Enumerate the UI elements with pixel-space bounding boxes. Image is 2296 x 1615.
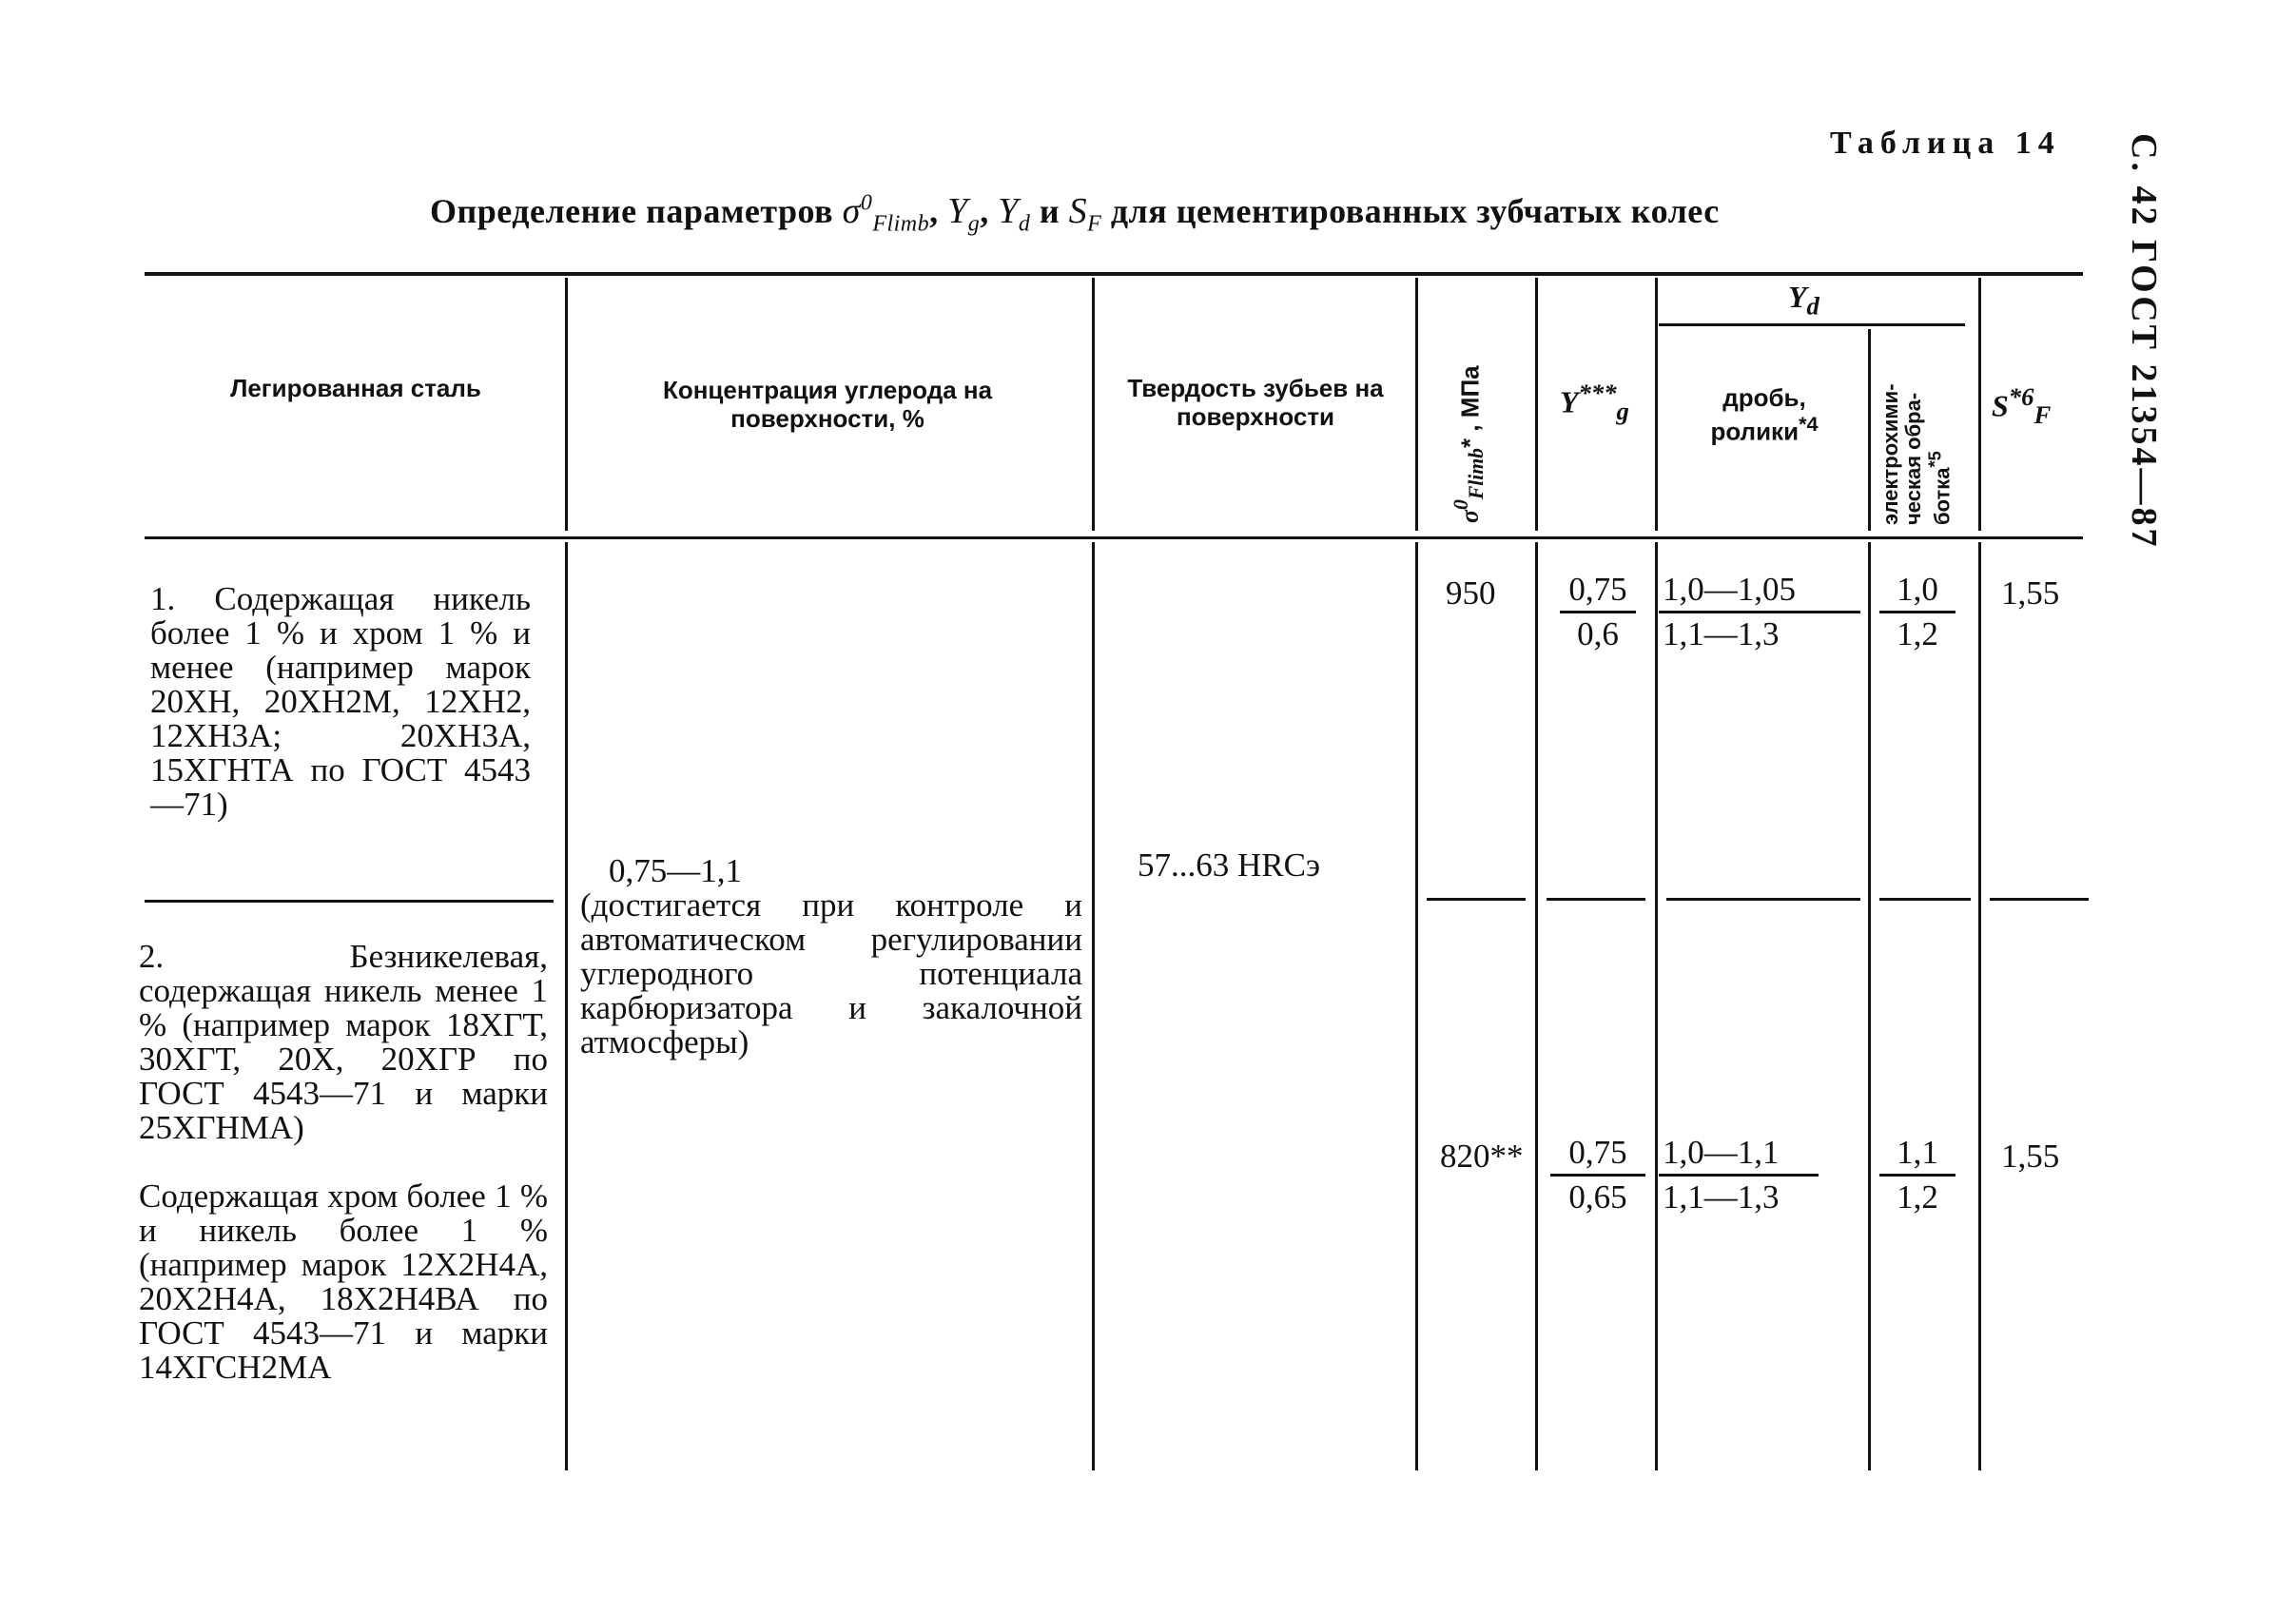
col-header-steel: Легированная сталь bbox=[230, 374, 481, 402]
col-header-yg: $Y^{***}_g$ bbox=[1560, 379, 1629, 426]
col-header-sf: $S^{*6}_F$ bbox=[1992, 382, 2052, 430]
col-header-hardness: Твердость зубьев на поверхности bbox=[1127, 374, 1384, 431]
col-rule-6-body bbox=[1868, 542, 1871, 1470]
row-separator-sigma bbox=[1427, 898, 1526, 901]
row2-electro: $\frac{1,1}{1,2}$ bbox=[1879, 1132, 1955, 1218]
col-rule-1-body bbox=[565, 542, 568, 1470]
title-suffix: для цементированных зубчатых колес bbox=[1110, 192, 1720, 230]
title-prefix: Определение параметров bbox=[430, 192, 834, 230]
yd-group-rule bbox=[1659, 323, 1965, 326]
title-sf: $S_F$ bbox=[1068, 191, 1102, 237]
col-header-yd: $Y_d$ bbox=[1788, 280, 1819, 321]
carbon-note: (достигается при контроле и автоматическом регулировании углеродного потенциала карбюризатора и закалочной атмосферы) bbox=[580, 886, 1082, 1060]
row1-shot: $\frac{1,0—1,05}{1,1—1,3}$ bbox=[1659, 569, 1860, 655]
row2-shot: $\frac{1,0—1,1}{1,1—1,3}$ bbox=[1659, 1132, 1819, 1218]
row1-steel: 1. Содержащая никель более 1 % и хром 1 % и менее (например марок 20ХН, 20ХН2М, 12ХН2, 12ХН3А; 20ХН3А, 15ХГНТА по ГОСТ 4543—71) bbox=[150, 580, 531, 823]
row1-sigma: 950 bbox=[1446, 574, 1496, 612]
row-separator-shot bbox=[1666, 898, 1860, 901]
row2-sigma: 820** bbox=[1440, 1138, 1524, 1175]
row-separator-electro bbox=[1879, 898, 1971, 901]
col-rule-4-body bbox=[1535, 542, 1538, 1470]
table-top-rule bbox=[145, 272, 2083, 276]
title-sigma: $\sigma^0_{Flimb}$ bbox=[842, 190, 930, 237]
col-rule-7-body bbox=[1978, 542, 1981, 1470]
header-bottom-rule bbox=[145, 536, 2083, 539]
row2-steel-b: Содержащая хром более 1 % и никель более 1 % (например марок 12Х2Н4А, 20Х2Н4А, 18Х2Н4ВА по ГОСТ 4543—71 и марки 14ХГСН2МА bbox=[139, 1177, 548, 1386]
col-header-sigma: $\sigma^0_{Flimb}*$ , МПа bbox=[1450, 365, 1488, 523]
col-rule-3-head bbox=[1415, 278, 1418, 531]
carbon-value: 0,75—1,1 bbox=[609, 852, 742, 889]
row1-electro: $\frac{1,0}{1,2}$ bbox=[1879, 569, 1955, 655]
row-separator-yg bbox=[1547, 898, 1645, 901]
row-separator-sf bbox=[1990, 898, 2089, 901]
row1-yg: $\frac{0,75}{0,6}$ bbox=[1560, 569, 1636, 655]
hardness-value: 57...63 HRCэ bbox=[1138, 846, 1320, 884]
col-header-carbon: Концентрация углерода на поверхности, % bbox=[662, 376, 993, 433]
col-header-shot: дробь, ролики$^{*4}$ bbox=[1710, 383, 1819, 446]
title-yg: $Y_g$ bbox=[947, 191, 981, 237]
col-rule-5-body bbox=[1655, 542, 1658, 1470]
col-rule-7-head bbox=[1978, 278, 1981, 531]
side-page-label: С. 42 ГОСТ 21354—87 bbox=[2124, 133, 2164, 550]
col-rule-5-head bbox=[1655, 278, 1658, 531]
row1-sf: 1,55 bbox=[2001, 574, 2060, 612]
row-separator-steel bbox=[145, 900, 554, 903]
table-label: Таблица 14 bbox=[1830, 126, 2061, 161]
col-header-electro: электрохими- ческая обра- ботка$^{*5}$ bbox=[1878, 383, 1955, 525]
row2-steel-a: 2. Безникелевая, содержащая никель менее 1 % (например марок 18ХГТ, 30ХГТ, 20Х, 20ХГР по ГОСТ 4543—71 и марки 25ХГНМА) bbox=[139, 938, 548, 1146]
col-rule-3-body bbox=[1415, 542, 1418, 1470]
col-rule-2-head bbox=[1092, 278, 1095, 531]
col-rule-4-head bbox=[1535, 278, 1538, 531]
row2-sf: 1,55 bbox=[2001, 1138, 2060, 1175]
col-rule-2-body bbox=[1092, 542, 1095, 1470]
col-rule-1-head bbox=[565, 278, 568, 531]
title-yd: $Y_d$ bbox=[998, 191, 1031, 237]
row2-yg: $\frac{0,75}{0,65}$ bbox=[1550, 1132, 1645, 1218]
page-title: Определение параметров $\sigma^0_{Flimb}$, $Y_g$, $Y_d$ и $S_F$ для цементированных зубчатых колес bbox=[430, 190, 1720, 237]
title-and: и bbox=[1039, 192, 1060, 230]
col-rule-6-head bbox=[1868, 329, 1871, 531]
